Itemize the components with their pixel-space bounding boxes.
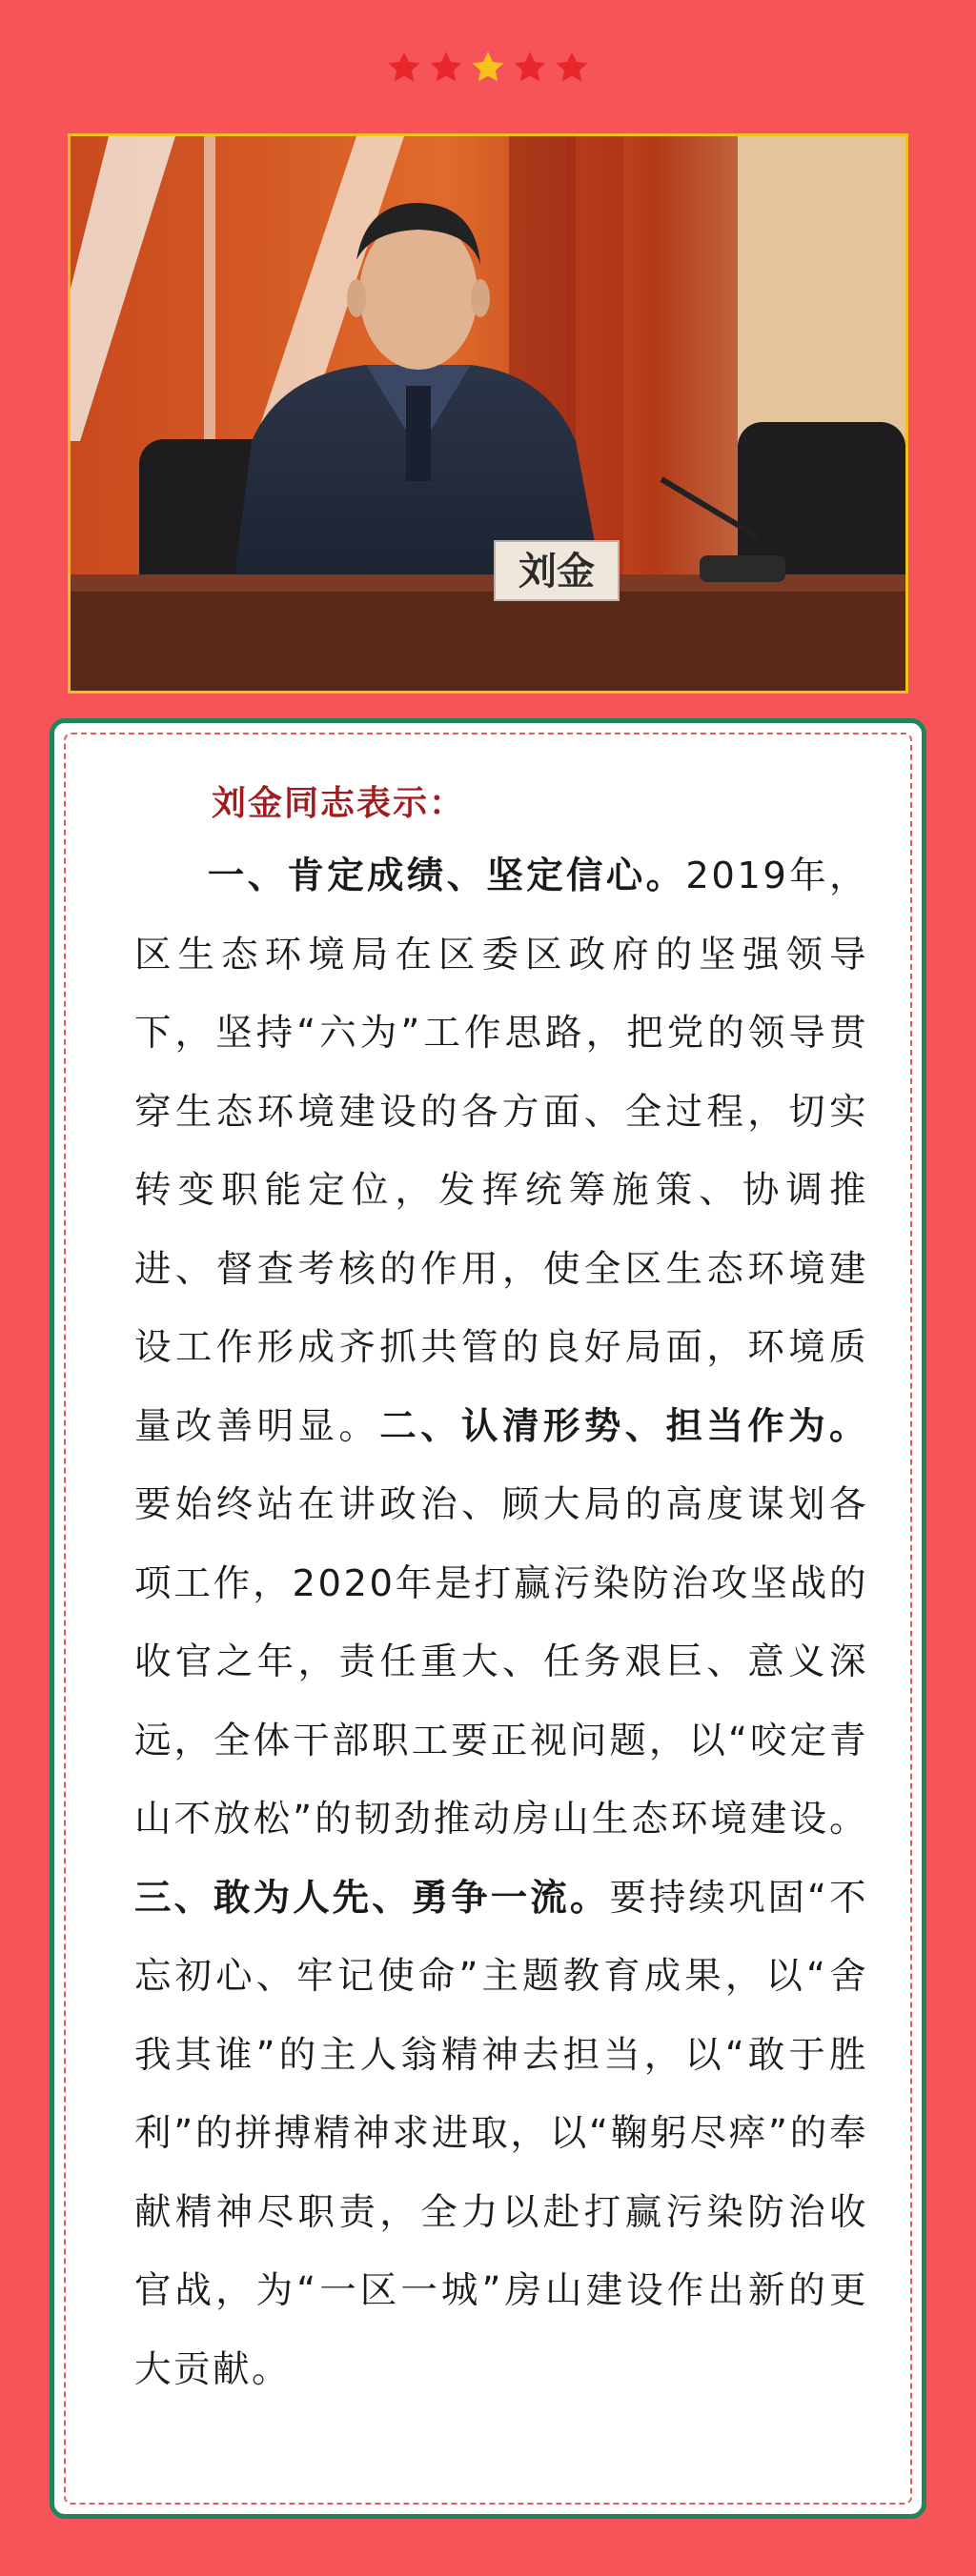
star-icon <box>512 50 548 86</box>
statement-card <box>50 718 926 2519</box>
star-icon <box>554 50 590 86</box>
statement-heading: 刘金同志表示： <box>212 784 466 823</box>
meeting-photo-illustration <box>71 136 905 691</box>
point-one-title-text: 一、肯定成绩、坚定信心。 <box>207 855 686 897</box>
star-icon <box>470 50 506 86</box>
point-two-text: 要始终站在讲政治、顾大局的高度谋划各项工作，2020年是打赢污染防治攻坚战的收官之年，责任重大、任务艰巨、意义深远，全体干部职工要正视问题，以“咬定青山不放松”的韧劲推动房山生态环境建设。 <box>134 1483 868 1841</box>
point-three-title: 三、敢为人先、勇争一流。 <box>134 1876 610 1920</box>
speaker-photo <box>68 133 908 694</box>
statement-body <box>134 837 868 2409</box>
star-icon <box>428 50 464 86</box>
point-two-title: 二、认清形势、担当作为。 <box>379 1404 868 1448</box>
point-one-text: 2019年，区生态环境局在区委区政府的坚强领导下，坚持“六为”工作思路，把党的领导贯穿生态环境建设的各方面、全过程，切实转变职能定位，发挥统筹施策、协调推进、督查考核的作用，使全区生态环境建设工作形成齐抓共管的良好局面，环境质量改善明显。 <box>134 855 868 1448</box>
nameplate: 刘金 <box>518 549 595 594</box>
point-three-text: 要持续巩固“不忘初心、牢记使命”主题教育成果，以“舍我其谁”的主人翁精神去担当，以“敢于胜利”的拼搏精神求进取，以“鞠躬尽瘁”的奉献精神尽职责，全力以赴打赢污染防治收官战，为“一区一城”房山建设作出新的更大贡献。 <box>134 1876 868 2391</box>
star-rating-decoration <box>0 50 976 86</box>
statement-card-dashed-border <box>64 733 912 2505</box>
star-icon <box>386 50 422 86</box>
